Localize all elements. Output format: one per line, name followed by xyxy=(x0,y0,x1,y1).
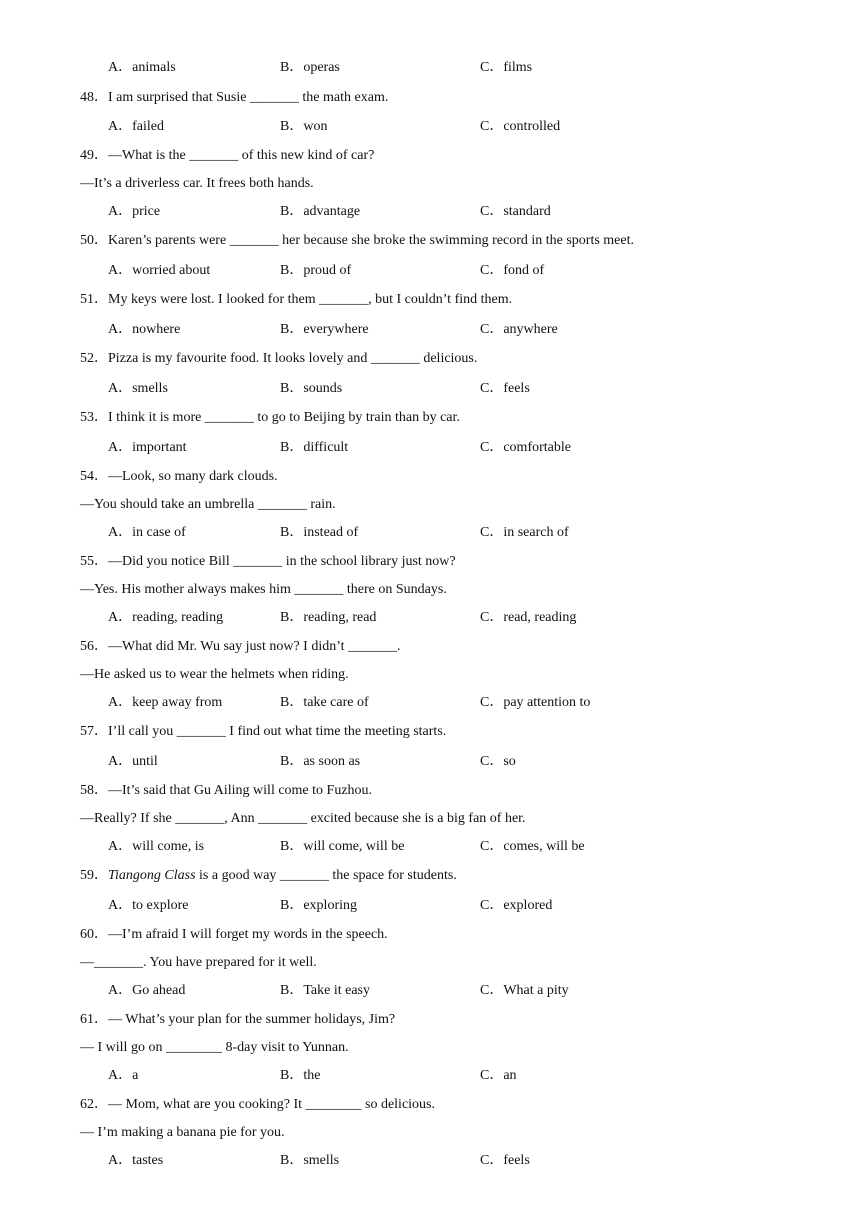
question-text: 61．— What’s your plan for the summer holidays, Jim? xyxy=(80,1012,396,1027)
option-a: A．failed xyxy=(108,119,164,134)
option-c: C．comes, will be xyxy=(480,839,585,854)
question-text: 48．I am surprised that Susie _______ the math exam. xyxy=(80,90,389,105)
question-text: 58．—It’s said that Gu Ailing will come to Fuzhou. xyxy=(80,783,373,798)
option-c: C．pay attention to xyxy=(480,695,591,710)
question-number: 59． xyxy=(80,868,108,883)
option-c: C．feels xyxy=(480,381,530,396)
option-c: C．feels xyxy=(480,1153,530,1168)
option-b: B．sounds xyxy=(280,381,343,396)
option-a: A．in case of xyxy=(108,525,186,540)
option-b: B．operas xyxy=(280,60,340,75)
option-b: B．reading, read xyxy=(280,610,377,625)
question-text: 49．—What is the _______ of this new kind of car? xyxy=(80,148,375,163)
question-text: 55．—Did you notice Bill _______ in the school library just now? xyxy=(80,554,456,569)
option-c: C．controlled xyxy=(480,119,561,134)
option-c: C．read, reading xyxy=(480,610,577,625)
question-text: 60．—I’m afraid I will forget my words in the speech. xyxy=(80,927,388,942)
option-a: A．smells xyxy=(108,381,168,396)
option-b: B．everywhere xyxy=(280,322,369,337)
question-text: 52．Pizza is my favourite food. It looks lovely and _______ delicious. xyxy=(80,351,478,366)
option-b: B．proud of xyxy=(280,263,352,278)
option-b: B．the xyxy=(280,1068,321,1083)
option-a: A．reading, reading xyxy=(108,610,224,625)
question-text: —_______. You have prepared for it well. xyxy=(80,955,317,970)
option-a: A．Go ahead xyxy=(108,983,186,998)
option-c: C．comfortable xyxy=(480,440,571,455)
option-a: A．nowhere xyxy=(108,322,181,337)
option-c: C．standard xyxy=(480,204,551,219)
option-b: B．advantage xyxy=(280,204,361,219)
option-a: A．to explore xyxy=(108,898,189,913)
question-text: 56．—What did Mr. Wu say just now? I didn’t _______. xyxy=(80,639,401,654)
option-b: B．as soon as xyxy=(280,754,361,769)
question-text: 57．I’ll call you _______ I find out what time the meeting starts. xyxy=(80,724,447,739)
option-a: A．tastes xyxy=(108,1153,164,1168)
option-b: B．Take it easy xyxy=(280,983,370,998)
question-text: —Yes. His mother always makes him _______ there on Sundays. xyxy=(80,582,447,597)
question-text xyxy=(80,867,457,885)
question-text: 53．I think it is more _______ to go to Beijing by train than by car. xyxy=(80,410,460,425)
question-text: — I’m making a banana pie for you. xyxy=(80,1125,285,1140)
question-text: —It’s a driverless car. It frees both hands. xyxy=(80,176,314,191)
option-a: A．will come, is xyxy=(108,839,205,854)
question-text: —You should take an umbrella _______ rain. xyxy=(80,497,336,512)
option-c: C．an xyxy=(480,1068,517,1083)
option-b: B．won xyxy=(280,119,328,134)
option-c: C．fond of xyxy=(480,263,545,278)
option-b: B．instead of xyxy=(280,525,359,540)
option-c: C．explored xyxy=(480,898,553,913)
question-text: 50．Karen’s parents were _______ her because she broke the swimming record in the sports meet. xyxy=(80,233,635,248)
option-a: A．worried about xyxy=(108,263,211,278)
option-a: A．a xyxy=(108,1068,139,1083)
option-c: C．in search of xyxy=(480,525,569,540)
question-text: 62．— Mom, what are you cooking? It ________ so delicious. xyxy=(80,1097,436,1112)
option-c: C．so xyxy=(480,754,516,769)
option-a: A．price xyxy=(108,204,161,219)
question-text: —He asked us to wear the helmets when riding. xyxy=(80,667,349,682)
question-body: is a good way _______ the space for students. xyxy=(195,868,457,883)
option-a: A．important xyxy=(108,440,187,455)
option-b: B．difficult xyxy=(280,440,349,455)
option-a: A．animals xyxy=(108,60,176,75)
option-c: C．anywhere xyxy=(480,322,558,337)
option-c: C．What a pity xyxy=(480,983,569,998)
question-text: 51．My keys were lost. I looked for them _______, but I couldn’t find them. xyxy=(80,292,513,307)
option-c: C．films xyxy=(480,60,533,75)
italic-title: Tiangong Class xyxy=(108,868,196,883)
question-text: 54．—Look, so many dark clouds. xyxy=(80,469,278,484)
option-b: B．will come, will be xyxy=(280,839,405,854)
option-b: B．smells xyxy=(280,1153,340,1168)
question-text: —Really? If she _______, Ann _______ excited because she is a big fan of her. xyxy=(80,811,526,826)
option-a: A．until xyxy=(108,754,158,769)
option-b: B．exploring xyxy=(280,898,357,913)
option-a: A．keep away from xyxy=(108,695,223,710)
question-text: — I will go on ________ 8-day visit to Yunnan. xyxy=(80,1040,349,1055)
option-b: B．take care of xyxy=(280,695,369,710)
